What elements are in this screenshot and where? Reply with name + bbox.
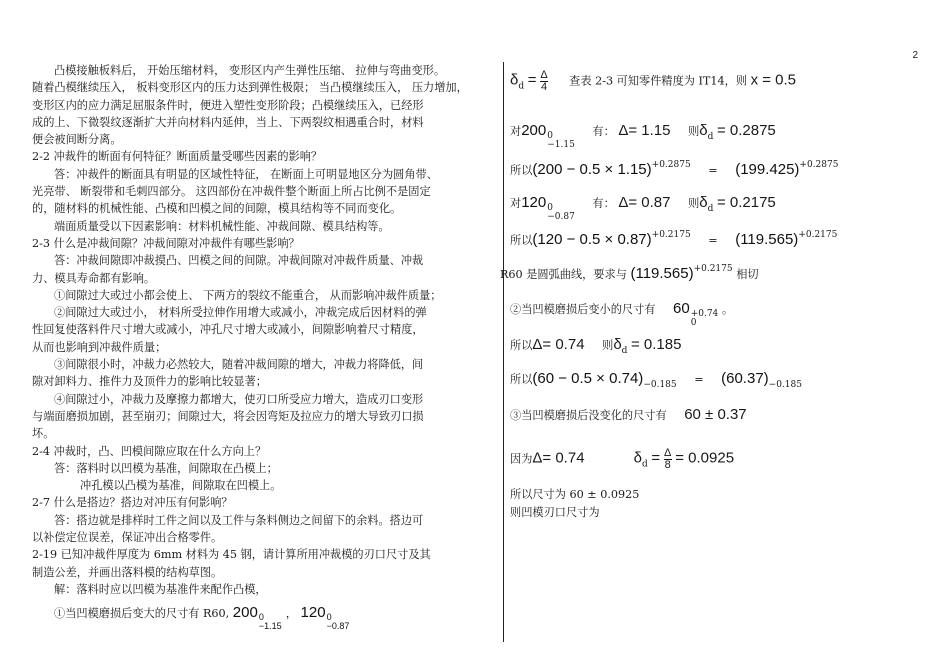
formula-line-5: 所以$(120 - 0.5 \times 0.87)^{+0.2175} = (119.565)^{+0.2175}$ [510, 230, 838, 248]
para-line: 便会被间断分离。 [32, 133, 122, 147]
question-heading: 2-2 冲裁件的断面有何特征？断面质量受哪些因素的影响？ [32, 150, 323, 164]
para-line: 坏。 [32, 427, 55, 441]
question-heading: 2-4 冲裁时，凸、凹模间隙应取在什么方向上？ [32, 444, 267, 458]
para-line: 成的上、下微裂纹逐渐扩大并向材料内延伸，当上、下两裂纹相遇重合时，材料 [32, 115, 424, 129]
question-heading: 2-3 什么是冲裁间隙？冲裁间隙对冲裁件有哪些影响？ [32, 236, 300, 250]
fraction: $\frac{\Delta}{8}$ [664, 447, 672, 471]
para-line: 制造公差，并画出落料模的结构草图。 [32, 565, 223, 579]
para-line: ②间隙过大或过小， 材料所受拉伸作用增大或减小，冲裁完成后因材料的弹 [54, 306, 427, 320]
left-column [32, 62, 470, 631]
formula-line-9: 所以$(60 - 0.5 \times 0.74)_{-0.185} = (60.37)_{-0.185}$ [510, 370, 802, 390]
question-heading: 2-19 已知冲裁件厚度为 6mm 材料为 45 钢，请计算所用冲裁模的刃口尺寸及其 [32, 548, 431, 562]
para-line: 答：冲裁间隙即冲裁摸凸、凹模之间的间隙。冲裁间隙对冲裁件质量、冲裁 [54, 254, 424, 268]
fraction: $\frac{\Delta}{4}$ [540, 69, 548, 93]
formula-line-10: ③当凹模磨损后没变化的尺寸有 60 ± 0.37 [510, 406, 747, 423]
formula-dim-200: 200 0 −1.15 [232, 604, 282, 632]
formula-line-8: 所以Δ= 0.74 则$\delta_d = 0.185$ [510, 336, 682, 356]
para-line: 与端面磨损加剧，甚至崩刃；间隙过大，将会因弯矩及拉应力的增大导致刃口损 [32, 409, 424, 423]
last-line-text: ①当凹模磨损后变大的尺寸有 R60, [54, 607, 230, 621]
para-line: 答：搭边就是排样时工件之间以及工件与条料侧边之间留下的余料。搭边可 [54, 513, 424, 527]
para-line: 随着凸模继续压入， 板料变形区内的压力达到弹性极限； 当凸模继续压入， 压力增加， [32, 81, 468, 95]
para-line: ④间隙过小，冲裁力及摩擦力都增大，使刃口所受应力增大，造成刃口变形 [54, 392, 424, 406]
para-line: 以补偿定位误差，保证冲出合格零件。 [32, 531, 223, 545]
formula-dim-120: 120 0 −0.87 [300, 604, 350, 632]
text-line-12: 所以尺寸为 60 ± 0.0925 [510, 488, 640, 501]
formula-line-6: R60 是圆弧曲线，要求与 $(119.565)^{+0.2175}$ 相切 [500, 264, 759, 282]
para-line: 答：落料时以凹模为基准，间隙取在凸模上； [54, 461, 278, 475]
para-line: 隙对卸料力、推件力及顶件力的影响比较显著； [32, 375, 267, 389]
text-line-13: 则凹模刃口尺寸为 [510, 506, 600, 519]
para-line: ③间隙很小时，冲裁力必然较大，随着冲裁间隙的增大，冲裁力将降低，间 [54, 358, 424, 372]
para-line: 光亮带、 断裂带和毛刺四部分。 这四部份在冲裁件整个断面上所占比例不是固定 [32, 185, 431, 199]
para-line: 凸模接触板料后， 开始压缩材料， 变形区内产生弹性压缩、 拉伸与弯曲变形。 [54, 64, 446, 77]
para-line: 端面质量受以下因素影响：材料机械性能、冲裁间隙、模具结构等。 [54, 219, 390, 233]
para-line: 变形区内的应力满足屈服条件时，便进入塑性变形阶段；凸模继续压入，已经形 [32, 98, 424, 112]
para-line: 冲孔模以凸模为基准，间隙取在凹模上。 [80, 479, 282, 493]
para-line: ①当凹模磨损后变大的尺寸有 R60, 200 0 −1.15 ， 120 0 −0.87 [54, 604, 350, 632]
formula-line-3: 所以$(200 - 0.5 \times 1.15)^{+0.2875} = (199.425)^{+0.2875}$ [510, 160, 839, 178]
formula-line-7: ②当凹模磨损后变小的尺寸有 60 +0.74 0 。 [510, 300, 734, 328]
para-line: ①间隙过大或过小都会使上、 下两方的裂纹不能重合， 从而影响冲裁件质量； [54, 288, 442, 302]
formula-line-2: 对200 0 −1.15 有： Δ= 1.15 则$\delta_d = 0.2875$ [510, 122, 776, 150]
page-number: 2 [912, 50, 918, 61]
para-line: 力、模具寿命都有影响。 [32, 271, 156, 285]
question-heading: 2-7 什么是搭边？搭边对冲压有何影响？ [32, 496, 233, 510]
para-line: 答：冲裁件的断面具有明显的区域性特征， 在断面上可明显地区分为圆角带、 [54, 167, 438, 181]
column-divider [503, 62, 504, 642]
formula-line-1: $\delta_d$ = $\frac{\Delta}{4}$ 查表 2-3 可知零件精度为 IT14，则 x = 0.5 [510, 69, 797, 93]
para-line: 解：落料时应以凹模为基准件来配作凸模， [54, 582, 267, 596]
para-line: 的，随材料的机械性能、凸模和凹模之间的间隙，模具结构等不同而变化。 [32, 202, 402, 216]
para-line: 从而也影响到冲裁件质量； [32, 340, 167, 354]
formula-line-4: 对120 0 −0.87 有： Δ= 0.87 则$\delta_d = 0.2175$ [510, 194, 776, 222]
para-line: 性回复使落料件尺寸增大或减小，冲孔尺寸增大或减小，间隙影响着尺寸精度， [32, 323, 424, 337]
formula-line-11: 因为Δ= 0.74 $\delta_d$ = $\frac{\Delta}{8}$ = 0.0925 [510, 447, 735, 471]
